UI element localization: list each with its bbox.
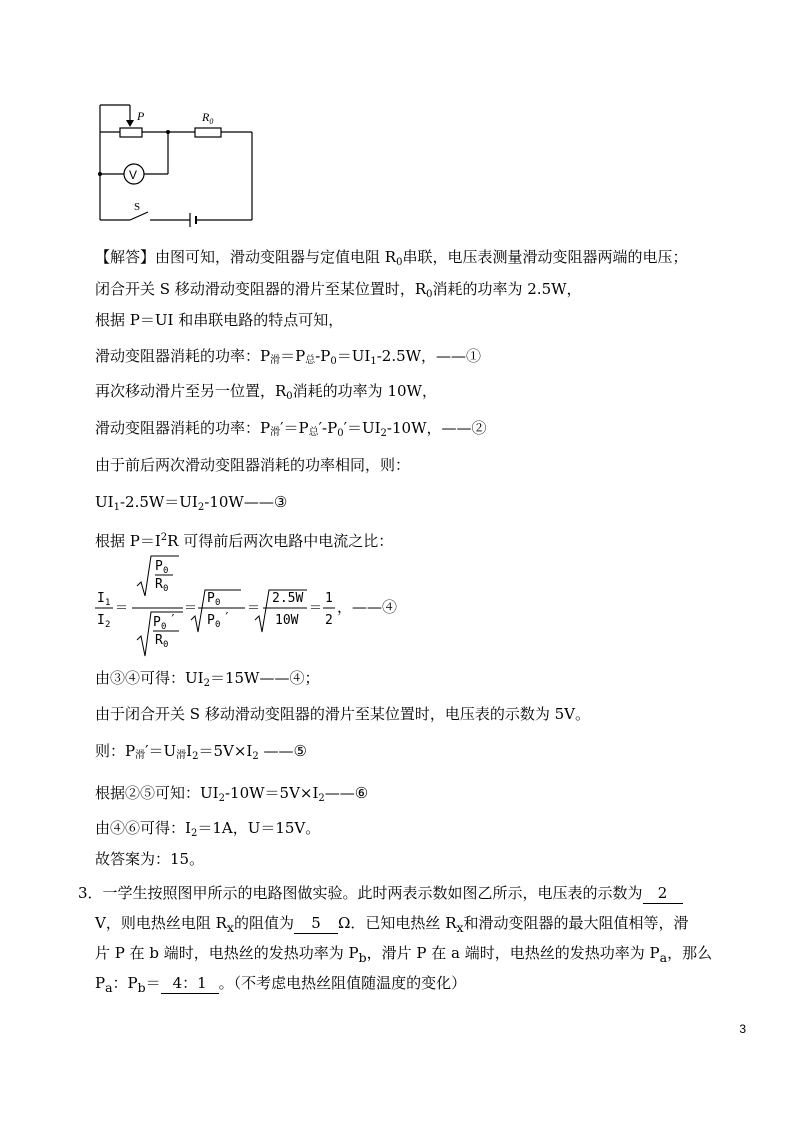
label-r0: R [202, 110, 210, 124]
line-14: 由④⑥可得：$I_2=1A$，U＝15V。 [95, 819, 321, 839]
label-s: S [134, 201, 141, 213]
svg-text:＝: ＝ [247, 601, 261, 616]
svg-text:I: I [97, 613, 105, 628]
line-2: 闭合开关 S 移动滑动变阻器的滑片至某位置时，$R_0$消耗的功率为 2.5W， [95, 280, 582, 300]
question-3-line-1: 3．一学生按照图甲所示的电路图做实验。此时两表示数如图乙所示，电压表的示数为 2 [78, 883, 683, 904]
question-3-line-4: $P_a$：$P_b= 4$：1 。（不考虑电热丝阻值随温度的变化） [95, 974, 467, 995]
page-number: 3 [739, 1022, 746, 1036]
line-7: 由于前后两次滑动变阻器消耗的功率相同，则： [95, 456, 411, 474]
answer-blank-1: 2 [643, 883, 683, 904]
line-8: $UI_1-2.5W=UI_2-10W——③$ [95, 493, 288, 513]
line-15: 故答案为：15。 [95, 850, 205, 868]
svg-text:R0 [201, 110, 213, 126]
svg-text:1: 1 [325, 591, 333, 606]
svg-text:，——④: ，——④ [337, 598, 398, 616]
label-r0-sub: 0 [209, 117, 214, 126]
svg-text:′: ′ [169, 613, 177, 628]
label-v: V [129, 168, 138, 182]
svg-text:0: 0 [163, 640, 169, 650]
svg-text:0: 0 [163, 584, 169, 594]
svg-text:2.5W: 2.5W [272, 591, 304, 606]
line-10: 由③④可得：$UI_2=15W——④$； [95, 669, 320, 689]
line-11: 由于闭合开关 S 移动滑动变阻器的滑片至某位置时，电压表的示数为 5V。 [95, 705, 590, 723]
label-p: P [137, 109, 145, 123]
line-5: 再次移动滑片至另一位置，$R_0$消耗的功率为 10W， [95, 382, 437, 402]
svg-text:0: 0 [163, 566, 169, 576]
question-3-line-2: V，则电热丝电阻 $R_x$的阻值为 5 Ω．已知电热丝 $R_x$和滑动变阻器的最大阻值相等，滑 [95, 914, 689, 935]
current-ratio-formula [95, 552, 425, 662]
svg-text:P: P [153, 615, 161, 630]
line-1: 【解答】由图可知，滑动变阻器与定值电阻 $R_0$串联，电压表测量滑动变阻器两端的电压； [95, 248, 688, 268]
question-3-line-3: 片 P 在 b 端时，电热丝的发热功率为 $P_b$，滑片 P 在 a 端时，电热丝的发热功率为 $P_a$，那么 [95, 944, 713, 965]
line-12: 则：P滑′＝U滑$I_2=5V\times I_2$ ——⑤ [95, 742, 307, 762]
svg-text:10W: 10W [275, 613, 299, 628]
svg-text:0: 0 [215, 598, 221, 608]
line-13: 根据②⑤可知：$UI_2-10W=5V\times I_2——⑥$ [95, 784, 369, 804]
line-6: 滑动变阻器消耗的功率：P滑′＝P总$'-P_0'=UI_2-10W$，——② [95, 419, 487, 439]
svg-text:P: P [155, 559, 163, 574]
svg-text:＝: ＝ [115, 601, 129, 616]
svg-text:2: 2 [325, 613, 333, 628]
svg-text:R: R [155, 577, 163, 592]
svg-text:＝: ＝ [184, 601, 198, 616]
line-9: 根据 $P=I^2R$ 可得前后两次电路中电流之比： [95, 532, 394, 550]
svg-text:0: 0 [215, 620, 221, 630]
circuit-diagram [90, 100, 270, 230]
svg-text:′: ′ [223, 611, 231, 626]
svg-text:＝: ＝ [309, 601, 323, 616]
answer-blank-3: 4：1 [161, 973, 219, 994]
svg-text:0: 0 [161, 622, 167, 632]
svg-text:2: 2 [105, 620, 111, 630]
svg-text:I: I [97, 591, 105, 606]
line-3: 根据 P＝UI 和串联电路的特点可知， [95, 311, 344, 329]
svg-text:1: 1 [105, 598, 111, 608]
answer-blank-2: 5 [294, 913, 338, 934]
svg-text:P: P [207, 591, 215, 606]
line-4: 滑动变阻器消耗的功率：P滑＝P总$-P_0=UI_1-2.5W$，——① [95, 347, 482, 367]
svg-text:R: R [155, 633, 163, 648]
svg-text:P: P [207, 613, 215, 628]
